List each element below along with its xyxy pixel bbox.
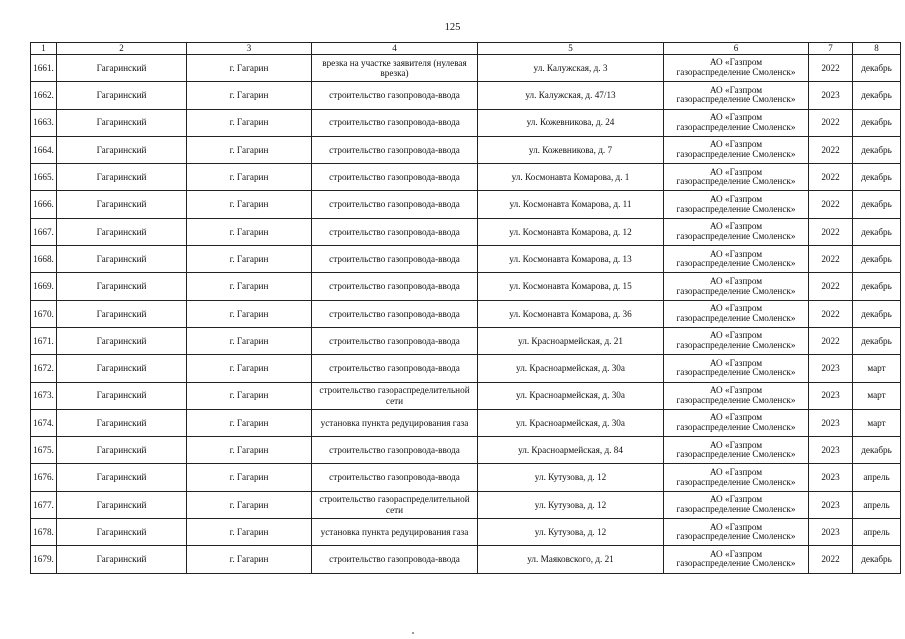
organization-line-2: газораспределение Смоленск» xyxy=(676,340,796,351)
header-col-5: 5 xyxy=(478,43,664,55)
year-cell: 2022 xyxy=(809,246,853,273)
table-row xyxy=(31,218,901,245)
organization-line-1: АО «Газпром xyxy=(709,275,763,286)
district-cell: Гагаринский xyxy=(57,273,187,300)
table-body xyxy=(31,55,901,574)
district-cell: Гагаринский xyxy=(57,382,187,409)
address-cell: ул. Маяковского, д. 21 xyxy=(478,546,664,573)
locality-cell: г. Гагарин xyxy=(187,409,312,436)
organization-cell xyxy=(664,246,809,273)
row-number: 1673. xyxy=(31,382,57,409)
address-cell: ул. Кожевникова, д. 7 xyxy=(478,136,664,163)
month-cell: декабрь xyxy=(853,437,901,464)
organization-cell xyxy=(664,82,809,109)
address-cell: ул. Кожевникова, д. 24 xyxy=(478,109,664,136)
table-row xyxy=(31,300,901,327)
organization-line-1: АО «Газпром xyxy=(709,439,763,450)
year-cell: 2023 xyxy=(809,382,853,409)
district-cell: Гагаринский xyxy=(57,491,187,518)
year-cell: 2023 xyxy=(809,82,853,109)
address-cell: ул. Калужская, д. 3 xyxy=(478,55,664,82)
scan-speck xyxy=(412,632,414,634)
district-cell: Гагаринский xyxy=(57,136,187,163)
organization-cell xyxy=(664,464,809,491)
month-cell: апрель xyxy=(853,464,901,491)
locality-cell: г. Гагарин xyxy=(187,437,312,464)
year-cell: 2023 xyxy=(809,519,853,546)
work-cell: строительство газопровода-ввода xyxy=(312,191,478,218)
table-row xyxy=(31,191,901,218)
registry-table xyxy=(30,42,901,574)
district-cell: Гагаринский xyxy=(57,164,187,191)
organization-line-2: газораспределение Смоленск» xyxy=(676,149,796,160)
work-cell: строительство газопровода-ввода xyxy=(312,355,478,382)
address-cell: ул. Красноармейская, д. 84 xyxy=(478,437,664,464)
organization-cell xyxy=(664,437,809,464)
work-cell: строительство газопровода-ввода xyxy=(312,464,478,491)
organization-line-1: АО «Газпром xyxy=(709,385,763,396)
row-number: 1675. xyxy=(31,437,57,464)
address-cell: ул. Красноармейская, д. 30а xyxy=(478,355,664,382)
organization-line-2: газораспределение Смоленск» xyxy=(676,176,796,187)
district-cell: Гагаринский xyxy=(57,246,187,273)
month-cell: декабрь xyxy=(853,82,901,109)
organization-cell xyxy=(664,491,809,518)
locality-cell: г. Гагарин xyxy=(187,519,312,546)
row-number: 1662. xyxy=(31,82,57,109)
header-col-7: 7 xyxy=(809,43,853,55)
organization-cell xyxy=(664,327,809,354)
organization-line-2: газораспределение Смоленск» xyxy=(676,503,796,514)
table-row xyxy=(31,355,901,382)
month-cell: март xyxy=(853,355,901,382)
table-row xyxy=(31,136,901,163)
district-cell: Гагаринский xyxy=(57,355,187,382)
row-number: 1679. xyxy=(31,546,57,573)
row-number: 1670. xyxy=(31,300,57,327)
month-cell: декабрь xyxy=(853,546,901,573)
organization-line-1: АО «Газпром xyxy=(709,303,763,314)
row-number: 1663. xyxy=(31,109,57,136)
locality-cell: г. Гагарин xyxy=(187,464,312,491)
year-cell: 2023 xyxy=(809,437,853,464)
row-number: 1664. xyxy=(31,136,57,163)
district-cell: Гагаринский xyxy=(57,55,187,82)
work-cell: строительство газораспределительной сети xyxy=(312,491,478,518)
address-cell: ул. Красноармейская, д. 21 xyxy=(478,327,664,354)
district-cell: Гагаринский xyxy=(57,218,187,245)
organization-cell xyxy=(664,382,809,409)
locality-cell: г. Гагарин xyxy=(187,136,312,163)
district-cell: Гагаринский xyxy=(57,82,187,109)
district-cell: Гагаринский xyxy=(57,300,187,327)
locality-cell: г. Гагарин xyxy=(187,55,312,82)
work-cell: строительство газопровода-ввода xyxy=(312,136,478,163)
year-cell: 2023 xyxy=(809,355,853,382)
organization-line-1: АО «Газпром xyxy=(709,521,763,532)
row-number: 1661. xyxy=(31,55,57,82)
work-cell: строительство газораспределительной сети xyxy=(312,382,478,409)
year-cell: 2022 xyxy=(809,136,853,163)
year-cell: 2022 xyxy=(809,327,853,354)
organization-line-1: АО «Газпром xyxy=(709,494,763,505)
header-col-2: 2 xyxy=(57,43,187,55)
table-row xyxy=(31,437,901,464)
locality-cell: г. Гагарин xyxy=(187,273,312,300)
work-cell: строительство газопровода-ввода xyxy=(312,327,478,354)
locality-cell: г. Гагарин xyxy=(187,246,312,273)
year-cell: 2022 xyxy=(809,164,853,191)
district-cell: Гагаринский xyxy=(57,327,187,354)
row-number: 1666. xyxy=(31,191,57,218)
organization-line-1: АО «Газпром xyxy=(709,357,763,368)
organization-line-2: газораспределение Смоленск» xyxy=(676,94,796,105)
work-cell: строительство газопровода-ввода xyxy=(312,546,478,573)
district-cell: Гагаринский xyxy=(57,437,187,464)
organization-line-1: АО «Газпром xyxy=(709,84,763,95)
district-cell: Гагаринский xyxy=(57,519,187,546)
work-cell: строительство газопровода-ввода xyxy=(312,218,478,245)
header-col-1: 1 xyxy=(31,43,57,55)
organization-line-1: АО «Газпром xyxy=(709,248,763,259)
district-cell: Гагаринский xyxy=(57,546,187,573)
month-cell: декабрь xyxy=(853,55,901,82)
organization-line-2: газораспределение Смоленск» xyxy=(676,367,796,378)
year-cell: 2022 xyxy=(809,191,853,218)
organization-line-1: АО «Газпром xyxy=(709,57,763,68)
row-number: 1676. xyxy=(31,464,57,491)
address-cell: ул. Кутузова, д. 12 xyxy=(478,519,664,546)
month-cell: декабрь xyxy=(853,164,901,191)
organization-cell xyxy=(664,55,809,82)
row-number: 1667. xyxy=(31,218,57,245)
organization-cell xyxy=(664,164,809,191)
locality-cell: г. Гагарин xyxy=(187,191,312,218)
table-row xyxy=(31,464,901,491)
table-row xyxy=(31,519,901,546)
organization-cell xyxy=(664,109,809,136)
locality-cell: г. Гагарин xyxy=(187,218,312,245)
address-cell: ул. Космонавта Комарова, д. 1 xyxy=(478,164,664,191)
year-cell: 2022 xyxy=(809,55,853,82)
organization-line-2: газораспределение Смоленск» xyxy=(676,203,796,214)
work-cell: строительство газопровода-ввода xyxy=(312,109,478,136)
locality-cell: г. Гагарин xyxy=(187,82,312,109)
address-cell: ул. Космонавта Комарова, д. 13 xyxy=(478,246,664,273)
row-number: 1665. xyxy=(31,164,57,191)
year-cell: 2022 xyxy=(809,218,853,245)
year-cell: 2023 xyxy=(809,491,853,518)
year-cell: 2023 xyxy=(809,464,853,491)
work-cell: врезка на участке заявителя (нулевая врезка) xyxy=(312,55,478,82)
row-number: 1672. xyxy=(31,355,57,382)
district-cell: Гагаринский xyxy=(57,191,187,218)
work-cell: строительство газопровода-ввода xyxy=(312,273,478,300)
organization-cell xyxy=(664,519,809,546)
month-cell: апрель xyxy=(853,519,901,546)
header-col-4: 4 xyxy=(312,43,478,55)
organization-cell xyxy=(664,355,809,382)
year-cell: 2022 xyxy=(809,109,853,136)
page-number: 125 xyxy=(444,22,461,33)
row-number: 1678. xyxy=(31,519,57,546)
organization-line-1: АО «Газпром xyxy=(709,466,763,477)
table-row xyxy=(31,246,901,273)
locality-cell: г. Гагарин xyxy=(187,355,312,382)
table-row xyxy=(31,382,901,409)
organization-line-2: газораспределение Смоленск» xyxy=(676,258,796,269)
organization-cell xyxy=(664,191,809,218)
header-col-6: 6 xyxy=(664,43,809,55)
locality-cell: г. Гагарин xyxy=(187,546,312,573)
table-row xyxy=(31,546,901,573)
month-cell: декабрь xyxy=(853,273,901,300)
month-cell: март xyxy=(853,409,901,436)
organization-line-2: газораспределение Смоленск» xyxy=(676,230,796,241)
table-row xyxy=(31,164,901,191)
address-cell: ул. Калужская, д. 47/13 xyxy=(478,82,664,109)
locality-cell: г. Гагарин xyxy=(187,164,312,191)
year-cell: 2022 xyxy=(809,546,853,573)
table-row xyxy=(31,82,901,109)
organization-line-1: АО «Газпром xyxy=(709,548,763,559)
work-cell: строительство газопровода-ввода xyxy=(312,82,478,109)
month-cell: декабрь xyxy=(853,191,901,218)
row-number: 1677. xyxy=(31,491,57,518)
locality-cell: г. Гагарин xyxy=(187,491,312,518)
work-cell: установка пункта редуцирования газа xyxy=(312,409,478,436)
organization-cell xyxy=(664,273,809,300)
locality-cell: г. Гагарин xyxy=(187,327,312,354)
month-cell: март xyxy=(853,382,901,409)
row-number: 1671. xyxy=(31,327,57,354)
district-cell: Гагаринский xyxy=(57,109,187,136)
organization-line-1: АО «Газпром xyxy=(709,412,763,423)
organization-line-2: газораспределение Смоленск» xyxy=(676,449,796,460)
address-cell: ул. Космонавта Комарова, д. 15 xyxy=(478,273,664,300)
table-row xyxy=(31,409,901,436)
address-cell: ул. Красноармейская, д. 30а xyxy=(478,409,664,436)
organization-cell xyxy=(664,300,809,327)
locality-cell: г. Гагарин xyxy=(187,109,312,136)
organization-line-1: АО «Газпром xyxy=(709,166,763,177)
district-cell: Гагаринский xyxy=(57,464,187,491)
locality-cell: г. Гагарин xyxy=(187,300,312,327)
organization-line-2: газораспределение Смоленск» xyxy=(676,422,796,432)
organization-line-2: газораспределение Смоленск» xyxy=(676,121,796,132)
header-row xyxy=(31,43,901,55)
year-cell: 2022 xyxy=(809,273,853,300)
address-cell: ул. Кутузова, д. 12 xyxy=(478,491,664,518)
work-cell: установка пункта редуцирования газа xyxy=(312,519,478,546)
table-row xyxy=(31,491,901,518)
month-cell: декабрь xyxy=(853,246,901,273)
organization-line-2: газораспределение Смоленск» xyxy=(676,312,796,323)
work-cell: строительство газопровода-ввода xyxy=(312,246,478,273)
organization-line-2: газораспределение Смоленск» xyxy=(676,531,796,542)
address-cell: ул. Космонавта Комарова, д. 36 xyxy=(478,300,664,327)
table-row xyxy=(31,327,901,354)
organization-cell xyxy=(664,136,809,163)
month-cell: декабрь xyxy=(853,327,901,354)
organization-line-1: АО «Газпром xyxy=(709,221,763,232)
header-col-8: 8 xyxy=(853,43,901,55)
year-cell: 2022 xyxy=(809,300,853,327)
row-number: 1674. xyxy=(31,409,57,436)
district-cell: Гагаринский xyxy=(57,409,187,436)
organization-line-2: газораспределение Смоленск» xyxy=(676,476,796,487)
organization-line-1: АО «Газпром xyxy=(709,193,763,204)
address-cell: ул. Космонавта Комарова, д. 12 xyxy=(478,218,664,245)
organization-line-2: газораспределение Смоленск» xyxy=(676,67,796,78)
organization-cell xyxy=(664,546,809,573)
organization-line-1: АО «Газпром xyxy=(709,112,763,123)
month-cell: декабрь xyxy=(853,218,901,245)
work-cell: строительство газопровода-ввода xyxy=(312,164,478,191)
organization-cell xyxy=(664,218,809,245)
table-row xyxy=(31,109,901,136)
month-cell: декабрь xyxy=(853,300,901,327)
organization-line-2: газораспределение Смоленск» xyxy=(676,285,796,296)
organization-cell xyxy=(664,409,809,436)
organization-line-2: газораспределение Смоленск» xyxy=(676,558,796,569)
table-row xyxy=(31,55,901,82)
month-cell: апрель xyxy=(853,491,901,518)
organization-line-1: АО «Газпром xyxy=(709,330,763,341)
organization-line-2: газораспределение Смоленск» xyxy=(676,394,796,405)
locality-cell: г. Гагарин xyxy=(187,382,312,409)
month-cell: декабрь xyxy=(853,109,901,136)
header-col-3: 3 xyxy=(187,43,312,55)
work-cell: строительство газопровода-ввода xyxy=(312,437,478,464)
table-row xyxy=(31,273,901,300)
address-cell: ул. Красноармейская, д. 30а xyxy=(478,382,664,409)
address-cell: ул. Кутузова, д. 12 xyxy=(478,464,664,491)
month-cell: декабрь xyxy=(853,136,901,163)
organization-line-1: АО «Газпром xyxy=(709,139,763,150)
row-number: 1668. xyxy=(31,246,57,273)
address-cell: ул. Космонавта Комарова, д. 11 xyxy=(478,191,664,218)
row-number: 1669. xyxy=(31,273,57,300)
work-cell: строительство газопровода-ввода xyxy=(312,300,478,327)
year-cell: 2023 xyxy=(809,409,853,436)
